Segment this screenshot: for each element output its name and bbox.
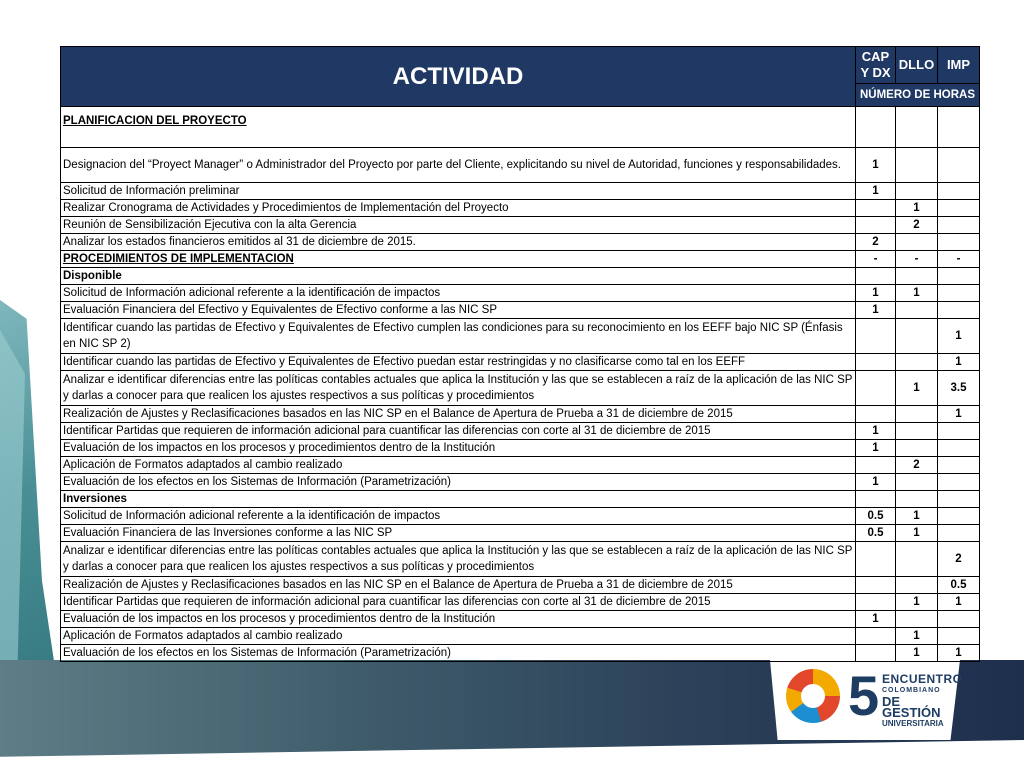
table-row [61,406,980,423]
activity-description: Aplicación de Formatos adaptados al cambio realizado [61,628,856,645]
cap-hours-cell: 1 [856,183,896,200]
logo-line-1: ENCUENTRO [882,672,963,686]
cap-header [856,47,896,84]
logo-wheel-icon [786,669,840,723]
cap-hours-cell [856,268,896,285]
table-row [61,457,980,474]
imp-hours-cell: 1 [938,319,980,354]
dllo-hours-cell [896,542,938,577]
dllo-hours-cell [896,268,938,285]
imp-hours-cell: 1 [938,354,980,371]
activity-description: Inversiones [61,491,856,508]
dllo-hours-cell: 1 [896,508,938,525]
cap-hours-cell [856,628,896,645]
cap-hours-cell: 1 [856,423,896,440]
imp-hours-cell [938,148,980,183]
dllo-hours-cell [896,577,938,594]
activity-description: Designacion del “Proyect Manager” o Administrador del Proyecto por parte del Cliente, explicitando su nivel de Autoridad, funciones y responsabilidades. [61,148,856,183]
activity-description: PLANIFICACION DEL PROYECTO [61,107,856,148]
table-row [61,268,980,285]
imp-hours-cell: 1 [938,594,980,611]
imp-hours-cell: 1 [938,406,980,423]
cap-hours-cell [856,542,896,577]
activity-description: Evaluación Financiera de las Inversiones conforme a las NIC SP [61,525,856,542]
table-row [61,645,980,662]
logo-number: 5 [848,664,880,727]
table-row [61,251,980,268]
table-row [61,628,980,645]
cap-hours-cell: - [856,251,896,268]
hours-header: NÚMERO DE HORAS [856,84,980,107]
activity-description: PROCEDIMIENTOS DE IMPLEMENTACION [61,251,856,268]
imp-hours-cell [938,508,980,525]
activity-description: Identificar Partidas que requieren de información adicional para cuantificar las diferencias con corte al 31 de diciembre de 2015 [61,594,856,611]
imp-hours-cell [938,268,980,285]
cap-hours-cell: 1 [856,611,896,628]
imp-hours-cell [938,423,980,440]
cap-hours-cell: 0.5 [856,508,896,525]
logo-line-2: COLOMBIANO [882,687,941,694]
cap-hours-cell [856,577,896,594]
imp-hours-cell: - [938,251,980,268]
table-row [61,319,980,354]
imp-hours-cell [938,525,980,542]
cap-hours-cell [856,371,896,406]
logo-line-3: DE GESTIÓN [882,694,941,720]
dllo-hours-cell [896,406,938,423]
dllo-header: DLLO [896,47,938,84]
imp-hours-cell [938,107,980,148]
cap-hours-cell [856,406,896,423]
imp-hours-cell [938,200,980,217]
table-body [61,107,980,662]
cap-hours-cell [856,645,896,662]
dllo-hours-cell: 1 [896,628,938,645]
dllo-hours-cell: 1 [896,645,938,662]
activity-description: Identificar Partidas que requieren de información adicional para cuantificar las diferencias con corte al 31 de diciembre de 2015 [61,423,856,440]
table-row [61,508,980,525]
activity-description: Evaluación de los impactos en los procesos y procedimientos dentro de la Institución [61,611,856,628]
activity-description: Realización de Ajustes y Reclasificaciones basados en las NIC SP en el Balance de Apertura de Prueba a 31 de diciembre de 2015 [61,406,856,423]
imp-hours-cell: 1 [938,645,980,662]
dllo-hours-cell [896,234,938,251]
activity-description: Aplicación de Formatos adaptados al cambio realizado [61,457,856,474]
table-row [61,440,980,457]
activity-description: Realizar Cronograma de Actividades y Procedimientos de Implementación del Proyecto [61,200,856,217]
imp-hours-cell [938,628,980,645]
dllo-hours-cell [896,440,938,457]
dllo-hours-cell: 2 [896,457,938,474]
activity-description: Solicitud de Información preliminar [61,183,856,200]
cap-hours-cell: 2 [856,234,896,251]
dllo-hours-cell: 1 [896,594,938,611]
cap-hours-cell [856,319,896,354]
activity-description: Evaluación de los impactos en los procesos y procedimientos dentro de la Institución [61,440,856,457]
dllo-hours-cell [896,491,938,508]
imp-hours-cell [938,611,980,628]
cap-hours-cell: 1 [856,302,896,319]
imp-hours-cell [938,302,980,319]
table-row [61,525,980,542]
cap-hours-cell: 0.5 [856,525,896,542]
activity-description: Analizar e identificar diferencias entre las políticas contables actuales que aplica la Institución y las que se establecen a raíz de la aplicación de las NIC SP y darlas a conocer para que realicen los ajustes respectivos a sus políticas y procedimientos [61,371,856,406]
logo-line-4: UNIVERSITARIA [882,719,944,728]
dllo-hours-cell [896,148,938,183]
activity-description: Analizar e identificar diferencias entre las políticas contables actuales que aplica la Institución y las que se establecen a raíz de la aplicación de las NIC SP y darlas a conocer para que realicen los ajustes respectivos a sus políticas y procedimientos [61,542,856,577]
imp-hours-cell [938,234,980,251]
table-row [61,423,980,440]
imp-hours-cell [938,457,980,474]
table-row [61,371,980,406]
table-row [61,354,980,371]
activity-description: Reunión de Sensibilización Ejecutiva con la alta Gerencia [61,217,856,234]
table-row [61,285,980,302]
activity-header: ACTIVIDAD [61,47,856,107]
activity-description: Disponible [61,268,856,285]
dllo-hours-cell: 1 [896,285,938,302]
cap-hours-cell: 1 [856,148,896,183]
imp-hours-cell [938,474,980,491]
activity-description: Identificar cuando las partidas de Efectivo y Equivalentes de Efectivo cumplen las condiciones para su reconocimiento en los EEFF bajo NIC SP (Énfasis en NIC SP 2) [61,319,856,354]
activity-description: Evaluación Financiera del Efectivo y Equivalentes de Efectivo conforme a las NIC SP [61,302,856,319]
dllo-hours-cell [896,107,938,148]
cap-hours-cell [856,594,896,611]
cap-hours-cell [856,217,896,234]
dllo-hours-cell [896,302,938,319]
dllo-hours-cell [896,183,938,200]
cap-hours-cell: 1 [856,285,896,302]
imp-hours-cell: 2 [938,542,980,577]
cap-hours-cell [856,491,896,508]
logo-text [882,672,963,729]
dllo-hours-cell [896,354,938,371]
cap-hours-cell: 1 [856,440,896,457]
dllo-hours-cell: 1 [896,200,938,217]
imp-hours-cell [938,217,980,234]
imp-hours-cell [938,440,980,457]
activity-description: Evaluación de los efectos en los Sistemas de Información (Parametrización) [61,474,856,491]
table-row [61,594,980,611]
imp-hours-cell [938,183,980,200]
table-row [61,474,980,491]
activity-table [60,46,980,662]
cap-hours-cell [856,457,896,474]
activity-description: Analizar los estados financieros emitidos al 31 de diciembre de 2015. [61,234,856,251]
table-row [61,611,980,628]
dllo-hours-cell [896,423,938,440]
cap-header-line-1: CAP [861,49,890,64]
dllo-hours-cell [896,611,938,628]
table-row [61,217,980,234]
cap-header-line-2: Y DX [860,65,891,80]
table-row [61,234,980,251]
activity-description: Evaluación de los efectos en los Sistemas de Información (Parametrización) [61,645,856,662]
table-row [61,183,980,200]
dllo-hours-cell: 1 [896,525,938,542]
activity-description: Solicitud de Información adicional referente a la identificación de impactos [61,508,856,525]
table-row [61,107,980,148]
dllo-hours-cell [896,474,938,491]
table-row [61,200,980,217]
imp-hours-cell: 0.5 [938,577,980,594]
cap-hours-cell [856,200,896,217]
activity-description: Realización de Ajustes y Reclasificaciones basados en las NIC SP en el Balance de Apertura de Prueba a 31 de diciembre de 2015 [61,577,856,594]
cap-hours-cell [856,107,896,148]
dllo-hours-cell: 2 [896,217,938,234]
table-row [61,577,980,594]
table-row [61,148,980,183]
table-row [61,491,980,508]
dllo-hours-cell: - [896,251,938,268]
activity-description: Identificar cuando las partidas de Efectivo y Equivalentes de Efectivo puedan estar restringidas y no clasificarse como tal en los EEFF [61,354,856,371]
dllo-hours-cell: 1 [896,371,938,406]
dllo-hours-cell [896,319,938,354]
imp-hours-cell [938,285,980,302]
cap-hours-cell: 1 [856,474,896,491]
cap-hours-cell [856,354,896,371]
imp-hours-cell [938,491,980,508]
imp-header: IMP [938,47,980,84]
table-row [61,302,980,319]
imp-hours-cell: 3.5 [938,371,980,406]
activity-description: Solicitud de Información adicional referente a la identificación de impactos [61,285,856,302]
table-row [61,542,980,577]
